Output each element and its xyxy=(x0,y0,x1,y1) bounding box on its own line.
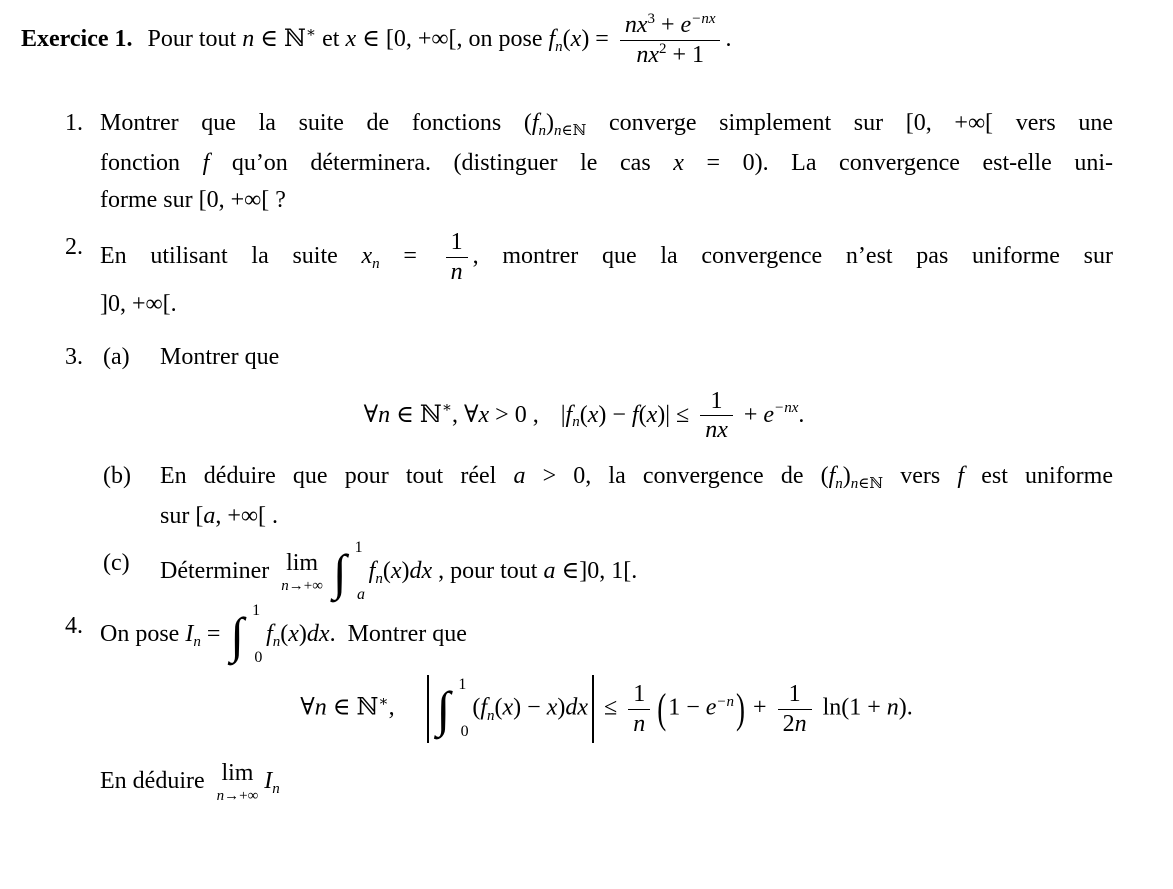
item-2-line-1 xyxy=(100,229,1113,286)
fraction-one-over-n xyxy=(446,229,468,286)
math-var-n: n xyxy=(378,401,391,428)
math-dx: dx xyxy=(565,694,589,721)
text: > 0, la convergence de ( xyxy=(525,463,829,490)
item-3 xyxy=(65,339,1113,604)
paren-close: ) xyxy=(598,401,607,428)
math-var-e: e xyxy=(680,12,692,38)
sub-n: n xyxy=(272,634,281,651)
minus-sign: − xyxy=(521,694,547,721)
den-plus-one: + 1 xyxy=(666,41,705,68)
item-1 xyxy=(65,105,1113,219)
end-period: . xyxy=(725,25,732,52)
abs-bar-left xyxy=(427,675,429,743)
conclusion-line xyxy=(100,761,1113,804)
math-var-f: f xyxy=(480,694,487,721)
paren-close-eq: ) = xyxy=(581,25,615,52)
math-var-x: x xyxy=(673,149,684,176)
item-1-line-3 xyxy=(100,182,1113,219)
item-1-line-1 xyxy=(100,105,1113,145)
fraction-numerator: 1 xyxy=(710,387,723,414)
sub-n: n xyxy=(372,255,380,272)
math-var-x: x xyxy=(546,694,558,721)
fraction-one-over-n xyxy=(628,681,650,738)
sub-n: n xyxy=(555,38,563,55)
math-var-f: f xyxy=(266,621,273,648)
text: Montrer que la suite de fonctions ( xyxy=(100,109,532,136)
integral-glyph: ∫ xyxy=(332,544,347,601)
forall-sign: ∀ xyxy=(300,694,315,721)
math-var-a: a xyxy=(543,558,556,585)
fraction-denominator: nx xyxy=(700,415,733,444)
fraction-numerator: 1 xyxy=(788,680,801,707)
limit-operator xyxy=(281,551,323,594)
item-3b-line-1 xyxy=(160,458,1113,498)
math-var-x: x xyxy=(288,621,299,648)
nat-star: ∗ xyxy=(378,693,389,710)
paren-close: ) xyxy=(513,694,522,721)
math-var-e: e xyxy=(763,401,775,428)
item-3b-marker: (b) xyxy=(103,463,131,490)
math-dx: dx xyxy=(306,621,330,648)
math-var-n: n xyxy=(314,694,327,721)
paren-open: ( xyxy=(638,401,647,428)
fraction-numerator xyxy=(620,12,721,40)
math-var-x: x xyxy=(345,25,357,52)
paren-open: ( xyxy=(382,558,391,585)
item-4-line xyxy=(100,602,1113,667)
item-3a xyxy=(103,339,1113,445)
lim-subscript xyxy=(281,579,323,594)
big-paren-left: ( xyxy=(657,685,667,732)
exercise-title: Exercice 1. xyxy=(21,25,133,52)
item-3c xyxy=(103,539,1113,604)
leq-sign: ≤ xyxy=(670,401,696,428)
text: converge simplement sur [0, +∞[ vers une xyxy=(586,109,1113,136)
sub-n-in-nat xyxy=(554,123,586,139)
comma: , xyxy=(452,401,465,428)
fraction-one-over-2n xyxy=(778,681,812,738)
text: ∈]0, 1[. xyxy=(555,558,638,585)
sub-in-nat: ∈ℕ xyxy=(561,122,587,139)
fraction-denominator xyxy=(620,40,721,69)
paren-open: ( xyxy=(562,25,571,52)
item-2-marker: 2. xyxy=(65,233,83,260)
text: , +∞[ . xyxy=(215,503,278,530)
paren-open: ( xyxy=(472,694,481,721)
math-var-f: f xyxy=(531,109,539,136)
exponent-2: 2 xyxy=(658,40,667,57)
integral-lower-bound: a xyxy=(356,586,365,604)
item-4-marker: 4. xyxy=(65,613,83,640)
sub-n: n xyxy=(850,476,859,493)
math-var-f: f xyxy=(202,149,210,176)
math-var-f: f xyxy=(548,25,556,52)
exponent-minus-n: −n xyxy=(716,693,735,710)
exponent-minus-nx: −nx xyxy=(691,11,716,27)
header-text-3: ∈ [0, +∞[, on pose xyxy=(356,25,549,52)
greater-than-zero: > 0 , xyxy=(489,401,539,428)
paren-close: ) xyxy=(842,463,851,490)
integral-sign xyxy=(228,602,264,667)
item-3b-line-2 xyxy=(160,498,1113,535)
in-nat: ∈ ℕ xyxy=(326,694,379,721)
paren-close-period: ). xyxy=(898,694,913,721)
math-var-f: f xyxy=(828,463,836,490)
lim-subscript xyxy=(217,789,259,804)
math-var-x: x xyxy=(570,25,582,52)
num-nx: nx xyxy=(624,12,648,38)
item-3b xyxy=(103,458,1113,535)
sub-n-in-nat xyxy=(851,476,883,492)
text: En utilisant la suite xyxy=(100,242,362,269)
to-plus-infinity: →+∞ xyxy=(288,578,323,595)
exercise-sheet xyxy=(0,12,1173,804)
abs-bar: | xyxy=(560,401,566,428)
integral-glyph: ∫ xyxy=(436,680,451,737)
sub-n: n xyxy=(216,788,225,805)
sub-n: n xyxy=(835,476,843,493)
text: , montrer que la convergence n’est pas uniforme sur xyxy=(472,242,1114,269)
integral-sign xyxy=(435,675,471,740)
text: vers xyxy=(883,463,958,490)
minus-sign: − xyxy=(606,401,632,428)
sub-n: n xyxy=(538,122,546,139)
lim-word: lim xyxy=(221,760,254,787)
forall-sign: ∀ xyxy=(464,401,479,428)
text: En déduire que pour tout réel xyxy=(160,463,514,490)
paren-close: ) xyxy=(546,109,554,136)
item-1-marker: 1. xyxy=(65,109,83,136)
integral-glyph: ∫ xyxy=(230,607,245,664)
paren-open: ( xyxy=(280,621,289,648)
math-var-x: x xyxy=(587,401,599,428)
text: ]0, +∞[. xyxy=(100,290,177,317)
text: Montrer que xyxy=(160,343,280,370)
fraction-numerator: 1 xyxy=(450,228,463,255)
math-dx: dx xyxy=(409,558,433,585)
math-var-x: x xyxy=(478,401,490,428)
item-3c-marker: (c) xyxy=(103,550,130,577)
limit-operator xyxy=(217,761,259,804)
big-paren-right: ) xyxy=(736,685,746,732)
text: qu’on déterminera. (distinguer le cas xyxy=(209,149,674,176)
den-nx: nx xyxy=(636,41,659,68)
fraction-denominator: n xyxy=(628,709,650,738)
item-4 xyxy=(65,602,1113,805)
to-plus-infinity: →+∞ xyxy=(224,788,259,805)
header-text-1: Pour tout xyxy=(147,25,243,52)
abs-bar: | xyxy=(665,401,671,428)
nat-star: ∗ xyxy=(441,400,453,417)
abs-bar-right xyxy=(592,675,594,743)
sub-n: n xyxy=(193,634,201,651)
text: Déterminer xyxy=(160,558,276,585)
math-var-I: I xyxy=(185,621,194,648)
sub-n: n xyxy=(281,578,289,595)
paren-close: ) xyxy=(298,621,307,648)
leq-sign: ≤ xyxy=(598,694,624,721)
math-var-I: I xyxy=(264,768,273,795)
num-plus: + xyxy=(655,12,681,38)
math-var-x: x xyxy=(646,401,658,428)
math-var-f: f xyxy=(957,463,965,490)
plus-sign: + xyxy=(737,401,764,428)
fraction-denominator xyxy=(778,709,812,738)
text: est uniforme xyxy=(964,463,1113,490)
paren-close: ) xyxy=(557,694,566,721)
equals-sign: = xyxy=(379,242,441,269)
math-var-f: f xyxy=(631,401,639,428)
display-equation-4 xyxy=(100,675,1113,743)
display-equation-3a xyxy=(55,388,1113,445)
sub-in-nat: ∈ℕ xyxy=(858,476,884,493)
paren-close: ) xyxy=(657,401,666,428)
one-minus: 1 − xyxy=(668,694,706,721)
den-two: 2 xyxy=(782,710,795,737)
definition-fraction xyxy=(620,12,721,69)
sub-n: n xyxy=(487,707,495,724)
math-var-a: a xyxy=(203,503,216,530)
math-var-x: x xyxy=(502,694,514,721)
math-var-n: n xyxy=(886,694,899,721)
text: En déduire xyxy=(100,768,211,795)
text: , pour tout xyxy=(432,558,544,585)
in-nat: ∈ ℕ xyxy=(390,401,442,428)
nat-star: ∗ xyxy=(305,24,317,41)
comma: , xyxy=(388,694,401,721)
integral-lower-bound: 0 xyxy=(254,649,263,667)
text: On pose xyxy=(100,621,186,648)
paren-open: ( xyxy=(579,401,588,428)
text: Montrer que xyxy=(347,621,467,648)
item-2 xyxy=(65,228,1114,323)
plus-sign: + xyxy=(747,694,773,721)
exercise-header xyxy=(21,12,1173,69)
text: = 0). La convergence est-elle uni- xyxy=(683,149,1113,176)
integral-upper-bound: 1 xyxy=(458,675,467,693)
item-1-line-2 xyxy=(100,145,1113,182)
fraction-numerator: 1 xyxy=(633,680,646,707)
period: . xyxy=(329,621,336,648)
sub-n: n xyxy=(572,414,580,431)
sub-n: n xyxy=(375,571,383,588)
math-var-x: x xyxy=(361,242,373,269)
item-3-marker: 3. xyxy=(65,343,83,370)
math-var-f: f xyxy=(565,401,573,428)
math-var-f: f xyxy=(368,558,376,585)
lim-word: lim xyxy=(286,550,319,577)
fraction-one-over-nx xyxy=(700,388,733,445)
math-var-n: n xyxy=(242,25,255,52)
text: sur [ xyxy=(160,503,204,530)
integral-lower-bound: 0 xyxy=(460,722,469,740)
exponent-minus-nx: −nx xyxy=(774,400,799,417)
sub-n: n xyxy=(554,122,562,139)
math-var-e: e xyxy=(705,694,717,721)
text: forme sur [0, +∞[ ? xyxy=(100,186,286,213)
integral-upper-bound: 1 xyxy=(252,602,261,620)
exponent-3: 3 xyxy=(647,11,655,27)
forall-sign: ∀ xyxy=(363,401,379,428)
paren-close: ) xyxy=(401,558,410,585)
sub-n: n xyxy=(272,781,280,798)
math-var-x: x xyxy=(390,558,402,585)
item-3a-text xyxy=(160,339,1113,376)
equals-sign: = xyxy=(200,621,227,648)
item-3a-marker: (a) xyxy=(103,343,130,370)
end-period: . xyxy=(798,401,805,428)
ln-open: ln(1 + xyxy=(816,694,887,721)
header-text-2: et xyxy=(316,25,346,52)
item-3c-line xyxy=(160,539,1113,604)
text: fonction xyxy=(100,149,203,176)
math-var-a: a xyxy=(513,463,526,490)
integral-upper-bound: 1 xyxy=(354,539,363,557)
paren-open: ( xyxy=(494,694,503,721)
item-2-line-2 xyxy=(100,286,1113,323)
fraction-denominator: n xyxy=(446,257,468,286)
integral-sign xyxy=(331,539,367,604)
den-n: n xyxy=(794,710,807,737)
header-in-nat: ∈ ℕ xyxy=(254,25,306,52)
